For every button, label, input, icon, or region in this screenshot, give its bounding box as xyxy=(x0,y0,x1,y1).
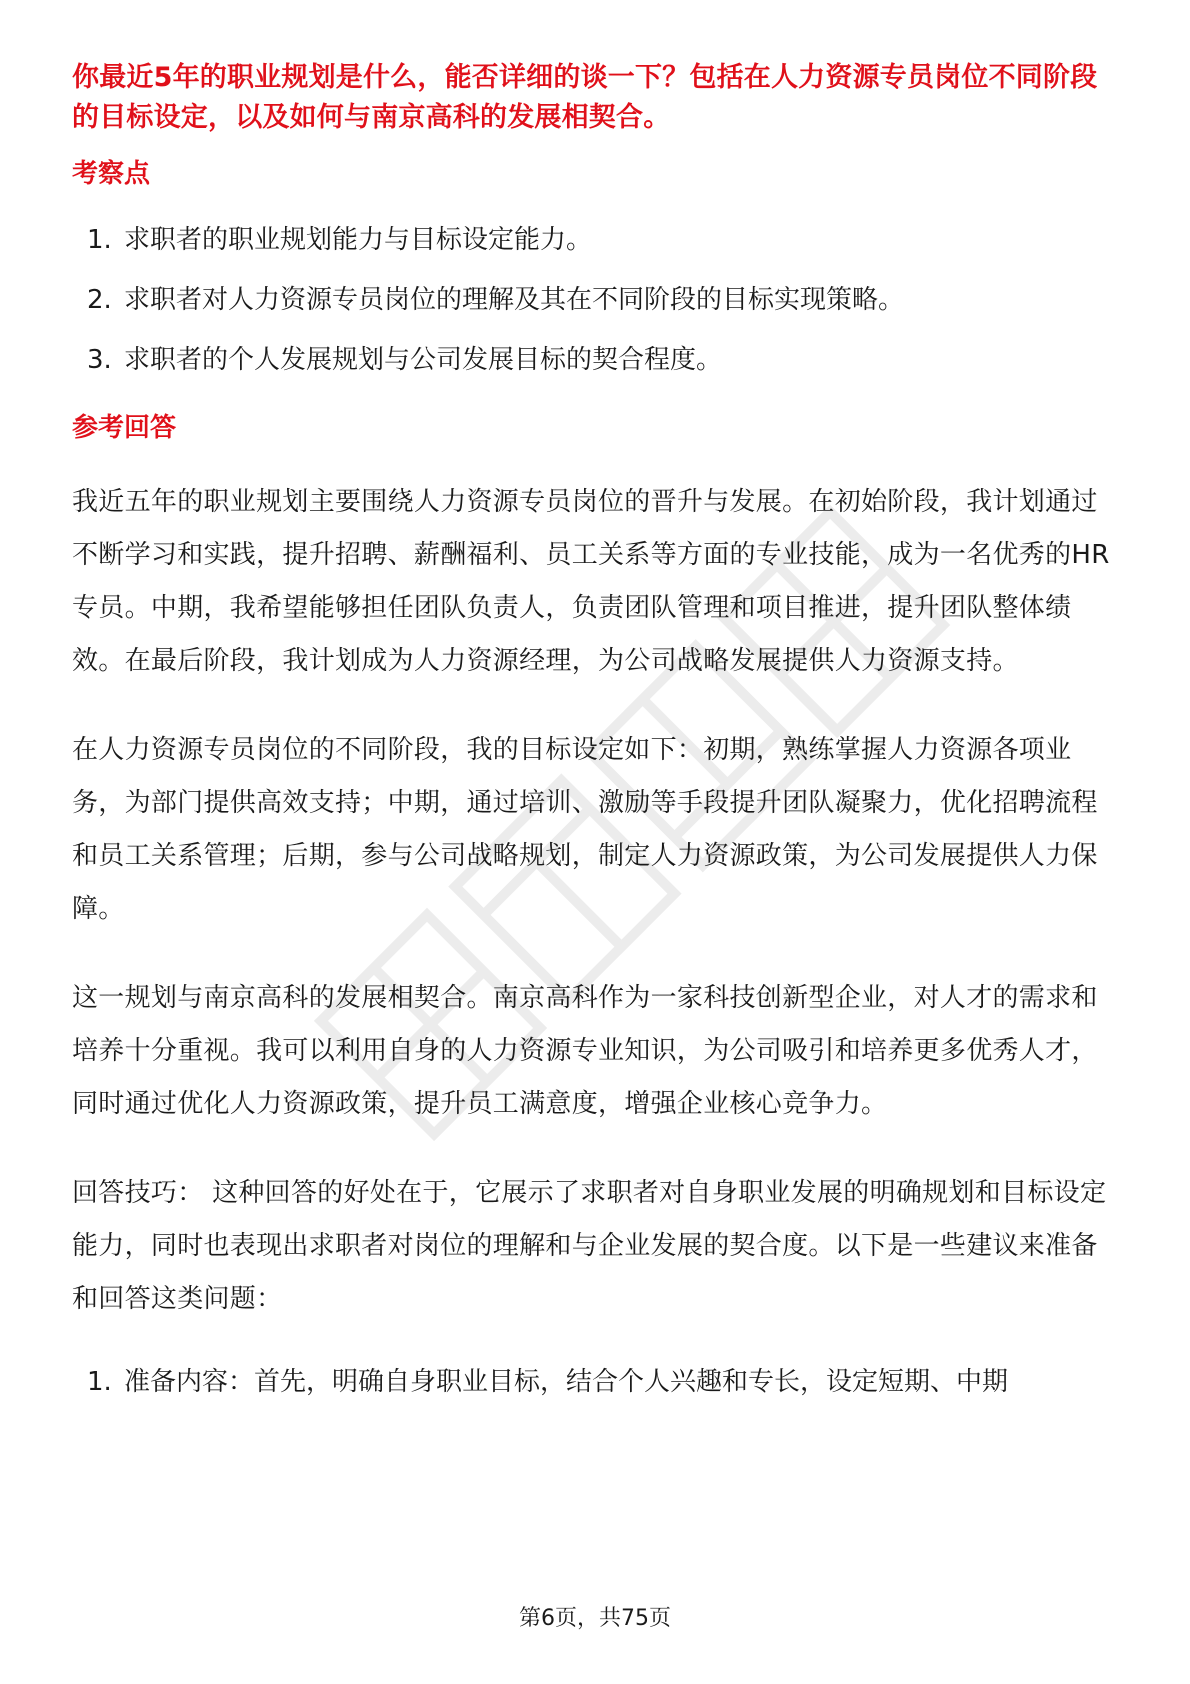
list-item-text: 准备内容：首先，明确自身职业目标，结合个人兴趣和专长，设定短期、中期 xyxy=(124,1367,1009,1397)
document-content xyxy=(72,58,1118,1402)
list-item xyxy=(72,1362,1118,1402)
list-item xyxy=(72,282,1118,318)
page-footer: 第6页，共75页 xyxy=(519,1606,671,1631)
tips-list xyxy=(72,1362,1118,1402)
question-title: 你最近5年的职业规划是什么，能否详细的谈一下？包括在人力资源专员岗位不同阶段的目标设定，以及如何与南京高科的发展相契合。 xyxy=(72,62,1098,133)
list-item-number: 1. xyxy=(87,225,112,255)
list-item-text: 求职者的职业规划能力与目标设定能力。 xyxy=(124,225,593,255)
list-item-text: 求职者对人力资源专员岗位的理解及其在不同阶段的目标实现策略。 xyxy=(124,285,905,315)
list-item-text: 求职者的个人发展规划与公司发展目标的契合程度。 xyxy=(124,345,723,375)
list-item xyxy=(72,222,1118,258)
list-item-number: 3. xyxy=(87,345,112,375)
answer-paragraph: 我近五年的职业规划主要围绕人力资源专员岗位的晋升与发展。在初始阶段，我计划通过不断学习和实践，提升招聘、薪酬福利、员工关系等方面的专业技能，成为一名优秀的HR专员。中期，我希望能够担任团队负责人，负责团队管理和项目推进，提升团队整体绩效。在最后阶段，我计划成为人力资源经理，为公司战略发展提供人力资源支持。 xyxy=(72,487,1110,676)
list-item-number: 2. xyxy=(87,285,112,315)
list-item-number: 1. xyxy=(87,1367,112,1397)
list-item xyxy=(72,342,1118,378)
answer-paragraph: 这一规划与南京高科的发展相契合。南京高科作为一家科技创新型企业，对人才的需求和培养十分重视。我可以利用自身的人力资源专业知识，为公司吸引和培养更多优秀人才，同时通过优化人力资源政策，提升员工满意度，增强企业核心竞争力。 xyxy=(72,983,1098,1119)
tips-paragraph: 回答技巧： 这种回答的好处在于，它展示了求职者对自身职业发展的明确规划和目标设定能力，同时也表现出求职者对岗位的理解和与企业发展的契合度。以下是一些建议来准备和回答这类问题： xyxy=(72,1178,1107,1314)
points-list xyxy=(72,222,1118,378)
answer-heading: 参考回答 xyxy=(72,413,177,443)
points-heading: 考察点 xyxy=(72,159,151,189)
answer-paragraph: 在人力资源专员岗位的不同阶段，我的目标设定如下：初期，熟练掌握人力资源各项业务，为部门提供高效支持；中期，通过培训、激励等手段提升团队凝聚力，优化招聘流程和员工关系管理；后期，参与公司战略规划，制定人力资源政策，为公司发展提供人力保障。 xyxy=(72,735,1098,924)
